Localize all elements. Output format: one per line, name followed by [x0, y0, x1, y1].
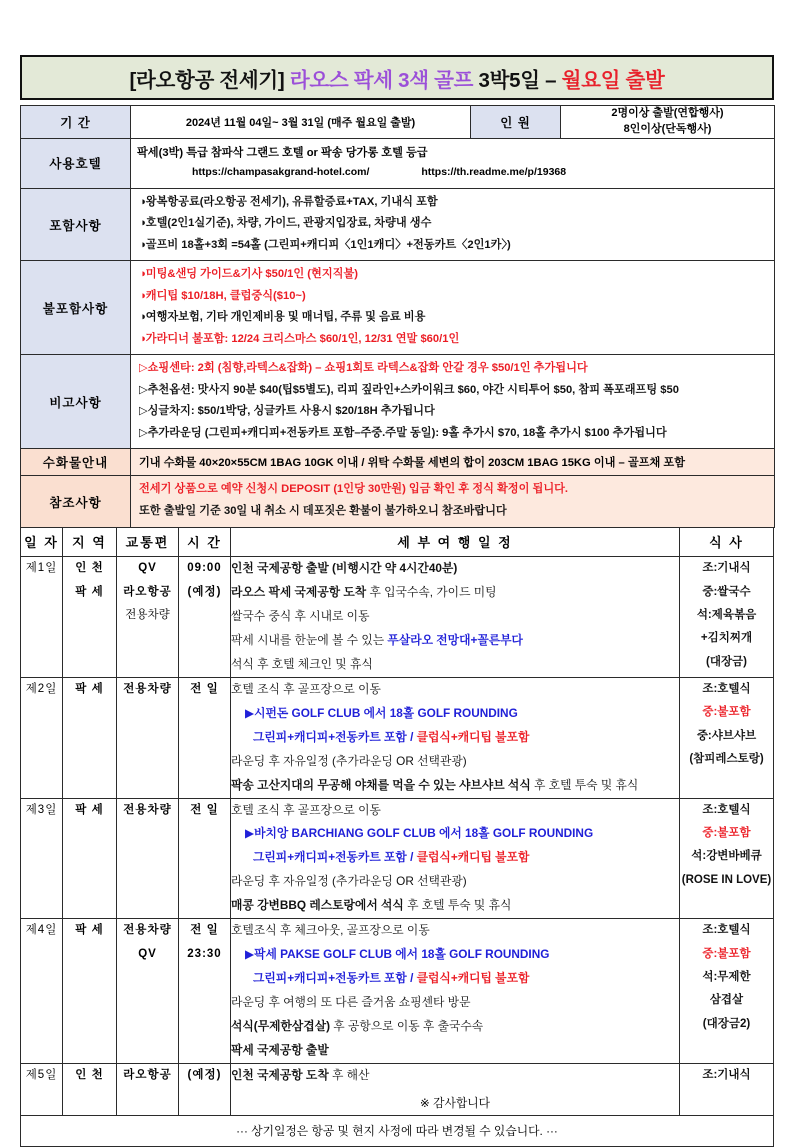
meal-cell [680, 557, 774, 678]
reference-list [131, 476, 774, 527]
detail-text: 매콩 강변BBQ 레스토랑에서 석식 [231, 898, 404, 913]
detail-text: 호텔조식 후 체크아웃, 골프장으로 이동 [231, 923, 430, 938]
table-row [21, 1063, 774, 1115]
meal-line: (대장금) [706, 655, 747, 668]
exclude-item: ◑캐디팁 $10/18H, 클럽중식($10~) [139, 289, 306, 302]
area-cell [63, 798, 117, 919]
table-row [21, 677, 774, 798]
time-cell-line: 전 일 [190, 924, 219, 937]
time-cell [179, 677, 231, 798]
detail-text: 그린피+캐디피+전동카트 포함 / [253, 971, 417, 986]
detail-text: 팍세 국제공항 출발 [231, 1042, 329, 1057]
reference-label: 참조사항 [21, 476, 131, 528]
title-part-duration: 3박5일 – [473, 68, 562, 92]
meal-line: 삼겹살 [709, 994, 744, 1007]
detail-cell [231, 798, 680, 919]
include-label: 포함사항 [21, 188, 131, 261]
include-list [131, 189, 774, 261]
transport-cell [117, 557, 179, 678]
transport-cell [117, 798, 179, 919]
meal-line: (참피레스토랑) [689, 752, 764, 765]
detail-line [231, 750, 679, 774]
exclude-item: ◑여행자보험, 기타 개인제비용 및 매너팁, 주류 및 음료 비용 [139, 311, 426, 324]
baggage-value [131, 449, 775, 476]
detail-text: ▶팍세 PAKSE GOLF CLUB 에서 18홀 GOLF ROUNDING [245, 947, 550, 962]
people-label: 인 원 [471, 106, 561, 139]
detail-line [231, 967, 679, 991]
detail-text: 클럽식+캐디팁 불포함 [416, 729, 530, 744]
exclude-label: 불포함사항 [21, 261, 131, 355]
detail-text: 팍세 시내를 한눈에 볼 수 있는 [231, 632, 388, 647]
col-header-area: 지 역 [63, 528, 117, 557]
document-title-bar [20, 55, 774, 100]
area-cell [63, 919, 117, 1064]
meal-line: 조:기내식 [702, 562, 751, 575]
remark-item: ▷쇼핑센타: 2회 (침향,라텍스&잡화) – 쇼핑1회토 라텍스&잡화 안갈 경우 $50/1인 추가됩니다 [139, 362, 588, 375]
detail-text: 라오스 팍세 국제공항 도착 [231, 585, 367, 600]
info-row-excluded [21, 261, 775, 355]
page-title [129, 63, 664, 93]
baggage-text: 기내 수화물 40×20×55CM 1BAG 10GK 이내 / 위탁 수화물 세변의 합이 203CM 1BAG 15KG 이내 – 골프채 포함 [139, 457, 686, 470]
area-cell-line: 인 천 [75, 562, 104, 575]
meal-line: 중:불포함 [702, 947, 751, 960]
include-item: ◑골프비 18홀+3회 =54홀 (그린피+캐디피〈1인1캐디〉+전동카트〈2인1카〉) [139, 238, 511, 251]
itinerary-header-row [21, 528, 774, 557]
meal-line: 중:불포함 [702, 826, 751, 839]
detail-text: 후 해산 [328, 1067, 370, 1082]
itinerary-body [21, 557, 774, 1147]
meal-line: 석:제육볶음 [696, 608, 757, 621]
period-value: 2024년 11월 04일~ 3월 31일 (매주 월요일 출발) [131, 106, 471, 139]
remark-value [131, 355, 775, 449]
time-cell [179, 798, 231, 919]
meal-line: (ROSE IN LOVE) [681, 873, 772, 886]
detail-text: 라운딩 후 여행의 또 다른 즐거움 쇼핑센타 방문 [231, 995, 471, 1010]
table-row [21, 798, 774, 919]
transport-cell [117, 677, 179, 798]
detail-line [231, 799, 679, 823]
exclude-value [131, 261, 775, 355]
detail-text: 석식(무제한삼겹살) [231, 1018, 331, 1033]
footer-note: ··· 상기일정은 항공 및 현지 사정에 따라 변경될 수 있습니다. ··· [21, 1115, 774, 1146]
area-cell [63, 557, 117, 678]
remark-item: ▷싱글차지: $50/1박당, 싱글카트 사용시 $20/18H 추가됩니다 [139, 405, 435, 418]
time-cell [179, 557, 231, 678]
title-part-departure: 월요일 출발 [561, 68, 665, 92]
transport-cell [117, 1063, 179, 1115]
period-label: 기 간 [21, 106, 131, 139]
daily-itinerary-table [20, 527, 774, 1147]
area-cell-line: 팍 세 [75, 924, 104, 937]
meal-cell [680, 1063, 774, 1115]
detail-text: 호텔 조식 후 골프장으로 이동 [231, 681, 381, 696]
detail-line [231, 870, 679, 894]
detail-text: 라운딩 후 자유일정 (추가라운딩 OR 선택관광) [231, 753, 467, 768]
detail-text: 후 호텔 투숙 및 휴식 [530, 777, 639, 792]
detail-text: 그린피+캐디피+전동카트 포함 / [253, 729, 417, 744]
baggage-label: 수화물안내 [21, 449, 131, 476]
detail-line [231, 774, 679, 798]
col-header-meals: 식 사 [680, 528, 774, 557]
hotel-link-readme[interactable]: https://th.readme.me/p/19368 [421, 166, 567, 179]
detail-text: 후 입국수속, 가이드 미팅 [366, 585, 497, 600]
transport-cell-line: 전용차량 [123, 803, 172, 816]
detail-line [231, 726, 679, 750]
detail-text: 호텔 조식 후 골프장으로 이동 [231, 802, 381, 817]
transport-cell-line: 전용차량 [123, 924, 172, 937]
detail-line [231, 1015, 679, 1039]
title-part-bracket: [라오항공 전세기] [129, 68, 290, 92]
remark-label: 비고사항 [21, 355, 131, 449]
detail-text: 푸살라오 전망대+꼴른부다 [387, 632, 523, 647]
area-cell-line: 팍 세 [75, 585, 104, 598]
exclude-list [131, 261, 774, 354]
hotel-links [137, 163, 774, 183]
area-cell-line: 인 천 [75, 1068, 104, 1081]
info-row-period [21, 106, 775, 139]
hotel-label: 사용호텔 [21, 138, 131, 188]
day-number: 제5일 [21, 1063, 63, 1115]
col-header-transport: 교통편 [117, 528, 179, 557]
meal-line: 중:쌀국수 [702, 585, 751, 598]
hotel-link-champasak[interactable]: https://champasakgrand-hotel.com/ [192, 166, 370, 179]
detail-line [231, 894, 679, 918]
detail-text: 클럽식+캐디팁 불포함 [416, 850, 530, 865]
reference-item: 전세기 상품으로 예약 신청시 DEPOSIT (1인당 30만원) 입금 확인 후 정식 확정이 됩니다. [139, 483, 569, 496]
meal-line: 조:호텔식 [702, 803, 751, 816]
detail-text: 클럽식+캐디팁 불포함 [416, 971, 530, 986]
detail-line [231, 653, 679, 677]
table-row [21, 557, 774, 678]
remark-item: ▷추천옵션: 맛사지 90분 $40(팁$5별도), 리피 짚라인+스카이워크 $60, 야간 시티투어 $50, 참피 폭포래프팅 $50 [139, 383, 679, 396]
hotel-grade-text: 팍세(3박) 특급 참파삭 그랜드 호텔 or 팍송 당가롱 호텔 등급 [137, 146, 428, 159]
footer-note-row [21, 1115, 774, 1146]
meal-line: 중:불포함 [702, 706, 751, 719]
info-row-baggage [21, 449, 775, 476]
detail-text: 인천 국제공항 출발 (비행시간 약 4시간40분) [231, 561, 458, 576]
detail-text: ▶시펀돈 GOLF CLUB 에서 18홀 GOLF ROUNDING [245, 705, 518, 720]
table-row [21, 919, 774, 1064]
detail-line [231, 702, 679, 726]
detail-line [231, 678, 679, 702]
include-item: ◑왕복항공료(라오항공 전세기), 유류할증료+TAX, 기내식 포함 [139, 195, 438, 208]
include-value [131, 188, 775, 261]
detail-line [231, 581, 679, 605]
transport-cell-line: QV [138, 947, 157, 960]
meal-cell [680, 919, 774, 1064]
meal-line: 중:샤브샤브 [696, 729, 757, 742]
meal-line: 조:기내식 [702, 1068, 751, 1081]
transport-cell-line: 라오항공 [123, 1068, 172, 1081]
meal-cell [680, 798, 774, 919]
day-number: 제1일 [21, 557, 63, 678]
meal-line: (대장금2) [702, 1017, 751, 1030]
detail-line [231, 919, 679, 943]
hotel-value [131, 138, 775, 188]
transport-cell-line: 전용차량 [125, 608, 170, 621]
people-value-line2: 8인이상(단독행사) [623, 122, 712, 135]
area-cell [63, 1063, 117, 1115]
meal-line: 조:호텔식 [702, 924, 751, 937]
detail-line [231, 943, 679, 967]
meal-line: 석:강변바베큐 [691, 850, 762, 863]
thanks-note: ※ 감사합니다 [419, 1095, 491, 1110]
detail-cell [231, 919, 680, 1064]
area-cell [63, 677, 117, 798]
detail-line [231, 557, 679, 581]
detail-text: 쌀국수 중식 후 시내로 이동 [231, 609, 370, 624]
meal-line: 석:무제한 [702, 970, 751, 983]
detail-cell [231, 677, 680, 798]
reference-value [131, 476, 775, 528]
detail-text: 그린피+캐디피+전동카트 포함 / [253, 850, 417, 865]
remark-list [131, 355, 774, 448]
day-number: 제2일 [21, 677, 63, 798]
info-row-hotel [21, 138, 775, 188]
time-cell-line: 23:30 [187, 947, 222, 960]
include-item: ◑호텔(2인1실기준), 차량, 가이드, 관광지입장료, 차량내 생수 [139, 217, 432, 230]
detail-text: 라운딩 후 자유일정 (추가라운딩 OR 선택관광) [231, 874, 467, 889]
time-cell-line: 전 일 [190, 682, 219, 695]
detail-cell [231, 557, 680, 678]
info-row-reference [21, 476, 775, 528]
detail-text: 후 공항으로 이동 후 출국수속 [330, 1018, 484, 1033]
reference-item: 또한 출발일 기준 30일 내 취소 시 데포짓은 환불이 불가하오니 참조바랍니다 [139, 505, 507, 518]
detail-line [231, 605, 679, 629]
title-part-product: 라오스 팍세 3색 골프 [289, 68, 474, 92]
time-cell-line: 전 일 [190, 803, 219, 816]
transport-cell-line: 라오항공 [123, 585, 172, 598]
detail-text: ▶바치앙 BARCHIANG GOLF CLUB 에서 18홀 GOLF ROUNDING [245, 826, 594, 841]
time-cell-line: (예정) [187, 585, 222, 598]
remark-item: ▷추가라운딩 (그린피+캐디피+전동카트 포함–주중.주말 동일): 9홀 추가시 $70, 18홀 추가시 $100 추가됩니다 [139, 426, 667, 439]
transport-cell [117, 919, 179, 1064]
people-value [561, 106, 775, 139]
detail-text: 인천 국제공항 도착 [231, 1067, 329, 1082]
trip-info-table [20, 105, 775, 528]
exclude-item: ◑가라디너 불포함: 12/24 크리스마스 $60/1인, 12/31 연말 $60/1인 [139, 332, 460, 345]
col-header-details: 세 부 여 행 일 정 [231, 528, 680, 557]
info-row-remarks [21, 355, 775, 449]
exclude-item: ◑미팅&샌딩 가이드&기사 $50/1인 (현지직불) [139, 268, 358, 281]
detail-text: 석식 후 호텔 체크인 및 휴식 [231, 656, 373, 671]
time-cell [179, 1063, 231, 1115]
meal-line: 조:호텔식 [702, 682, 751, 695]
detail-line [231, 1064, 679, 1088]
day-number: 제4일 [21, 919, 63, 1064]
detail-line [231, 846, 679, 870]
col-header-time: 시 간 [179, 528, 231, 557]
detail-text: 팍송 고산지대의 무공해 야채를 먹을 수 있는 샤브샤브 석식 [231, 777, 531, 792]
time-cell-line: (예정) [187, 1068, 222, 1081]
col-header-day: 일 자 [21, 528, 63, 557]
time-cell [179, 919, 231, 1064]
detail-line [231, 1039, 679, 1063]
area-cell-line: 팍 세 [75, 803, 104, 816]
detail-line [231, 629, 679, 653]
detail-line [231, 991, 679, 1015]
transport-cell-line: QV [138, 562, 157, 575]
info-row-included [21, 188, 775, 261]
time-cell-line: 09:00 [187, 562, 222, 575]
transport-cell-line: 전용차량 [123, 682, 172, 695]
detail-cell [231, 1063, 680, 1115]
area-cell-line: 팍 세 [75, 682, 104, 695]
meal-line: +김치찌개 [700, 632, 753, 645]
people-value-line1: 2명이상 출발(연합행사) [611, 107, 724, 119]
day-number: 제3일 [21, 798, 63, 919]
detail-line [231, 822, 679, 846]
meal-cell [680, 677, 774, 798]
detail-text: 후 호텔 투숙 및 휴식 [403, 898, 512, 913]
